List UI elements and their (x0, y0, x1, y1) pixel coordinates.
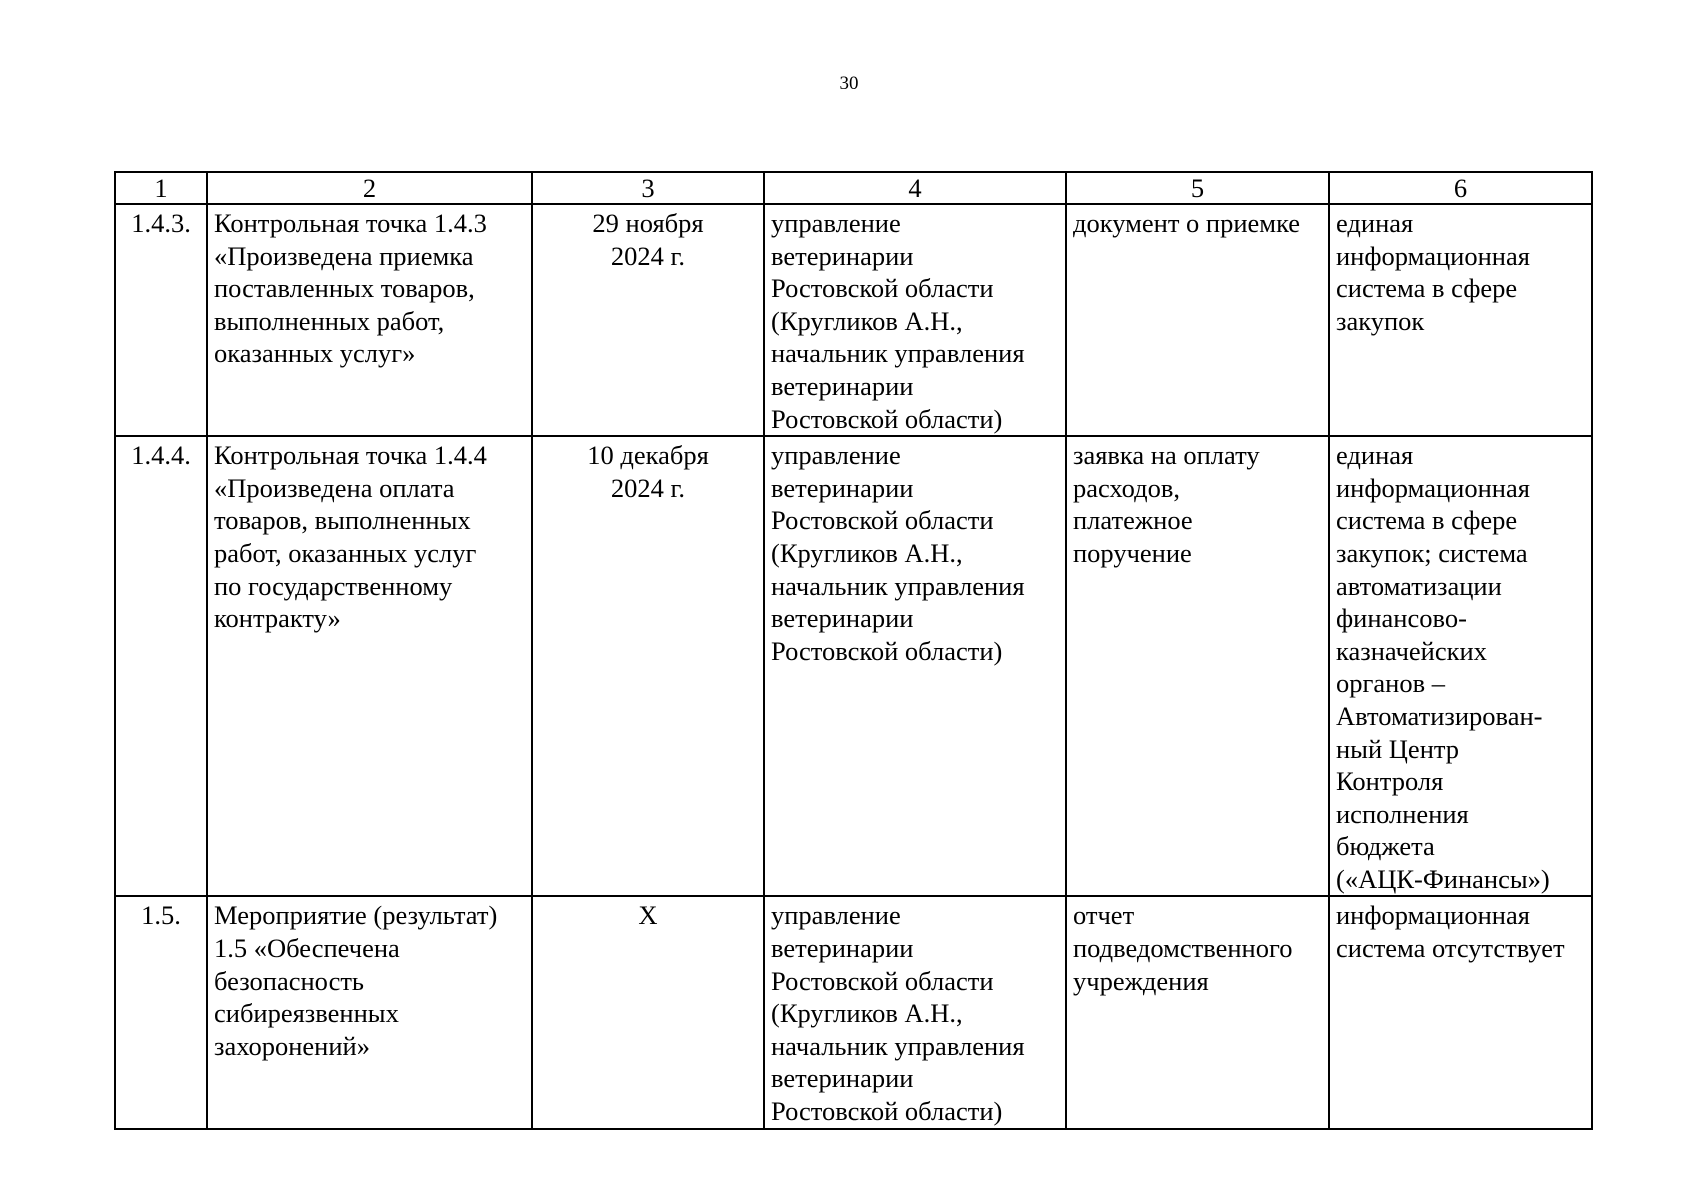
name-cell: Контрольная точка 1.4.3 «Произведена приемка поставленных товаров, выполненных работ, оказанных услуг» (207, 204, 532, 436)
name-cell: Мероприятие (результат) 1.5 «Обеспечена безопасность сибиреязвенных захоронений» (207, 896, 532, 1128)
column-header: 2 (207, 172, 532, 204)
table-row (115, 436, 1592, 896)
responsible-cell: управление ветеринарии Ростовской области (Кругликов А.Н., начальник управления ветеринарии Ростовской области) (764, 896, 1066, 1128)
responsible-cell: управление ветеринарии Ростовской области (Кругликов А.Н., начальник управления ветеринарии Ростовской области) (764, 436, 1066, 896)
column-header: 6 (1329, 172, 1592, 204)
system-cell: информационная система отсутствует (1329, 896, 1592, 1128)
date-cell: Х (532, 896, 764, 1128)
document-cell: заявка на оплату расходов, платежное поручение (1066, 436, 1329, 896)
column-header: 5 (1066, 172, 1329, 204)
row-number-cell: 1.4.3. (115, 204, 207, 436)
date-cell: 10 декабря 2024 г. (532, 436, 764, 896)
table-header-row (115, 172, 1592, 204)
column-header: 4 (764, 172, 1066, 204)
table-row (115, 896, 1592, 1128)
row-number-cell: 1.4.4. (115, 436, 207, 896)
system-cell: единая информационная система в сфере закупок (1329, 204, 1592, 436)
responsible-cell: управление ветеринарии Ростовской области (Кругликов А.Н., начальник управления ветеринарии Ростовской области) (764, 204, 1066, 436)
column-header: 3 (532, 172, 764, 204)
name-cell: Контрольная точка 1.4.4 «Произведена оплата товаров, выполненных работ, оказанных услуг по государственному контракту» (207, 436, 532, 896)
plan-table (114, 171, 1593, 1130)
table-row (115, 204, 1592, 436)
document-cell: документ о приемке (1066, 204, 1329, 436)
row-number-cell: 1.5. (115, 896, 207, 1128)
column-header: 1 (115, 172, 207, 204)
document-cell: отчет подведомственного учреждения (1066, 896, 1329, 1128)
page-number: 30 (839, 73, 859, 94)
system-cell: единая информационная система в сфере закупок; система автоматизации финансово- казначейских органов – Автоматизирован- ный Центр Контроля исполнения бюджета («АЦК-Финансы») (1329, 436, 1592, 896)
date-cell: 29 ноября 2024 г. (532, 204, 764, 436)
